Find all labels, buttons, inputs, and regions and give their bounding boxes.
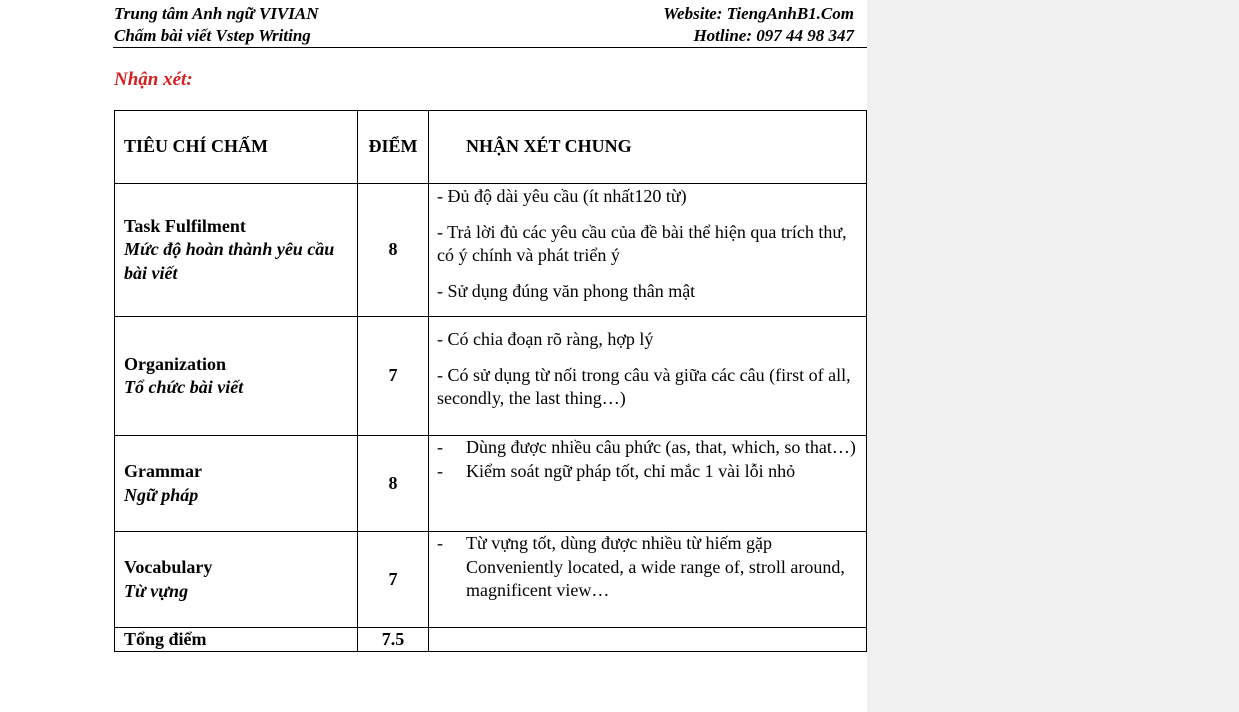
website-text: Website: TiengAnhB1.Com bbox=[663, 4, 854, 23]
remark-title: Nhận xét: bbox=[114, 69, 193, 90]
criterion-cell bbox=[115, 317, 358, 436]
total-score: 7.5 bbox=[358, 628, 429, 652]
table-header-row bbox=[115, 111, 867, 184]
total-label: Tổng điểm bbox=[115, 628, 358, 652]
header-criteria: TIÊU CHÍ CHẤM bbox=[115, 111, 358, 184]
comment-line: - Sử dụng đúng văn phong thân mật bbox=[436, 280, 696, 301]
bullet-text: Dùng được nhiều câu phức (as, that, which, so that…) bbox=[465, 437, 856, 457]
score-cell: 7 bbox=[358, 532, 429, 628]
bullet-item bbox=[437, 532, 856, 603]
document-subtitle: Chấm bài viết Vstep Writing bbox=[114, 26, 311, 45]
table-row bbox=[115, 317, 867, 436]
hotline-text: Hotline: 097 44 98 347 bbox=[693, 26, 854, 45]
score-cell: 8 bbox=[358, 436, 429, 532]
comment-cell bbox=[428, 532, 866, 628]
criterion-name-vi: Tổ chức bài viết bbox=[124, 377, 244, 397]
total-comment-cell bbox=[428, 628, 866, 652]
comment-line: - Có chia đoạn rõ ràng, hợp lý bbox=[436, 329, 654, 349]
bullet-dash: - bbox=[436, 437, 443, 457]
criterion-name: Organization bbox=[124, 353, 226, 374]
score-cell: 7 bbox=[358, 317, 429, 436]
grading-table bbox=[114, 110, 867, 652]
bullet-text: Kiểm soát ngữ pháp tốt, chỉ mắc 1 vài lỗi nhỏ bbox=[465, 460, 796, 481]
comment-line: - Đủ độ dài yêu cầu (ít nhất120 từ) bbox=[436, 186, 687, 206]
criterion-name-vi: Mức độ hoàn thành yêu cầu bài viết bbox=[124, 239, 335, 283]
table-row bbox=[115, 532, 867, 628]
score-cell: 8 bbox=[358, 184, 429, 317]
bullet-dash: - bbox=[436, 460, 443, 481]
comment-cell bbox=[428, 436, 866, 532]
total-row bbox=[115, 628, 867, 652]
criterion-name-vi: Ngữ pháp bbox=[124, 484, 199, 505]
bullet-item bbox=[437, 436, 856, 460]
criterion-name: Task Fulfilment bbox=[124, 215, 246, 236]
criterion-name: Vocabulary bbox=[124, 557, 213, 577]
comment-cell bbox=[428, 184, 866, 317]
criterion-cell bbox=[115, 532, 358, 628]
comment-line: - Trả lời đủ các yêu cầu của đề bài thể hiện qua trích thư, có ý chính và phát triển ý bbox=[436, 221, 847, 265]
comment-cell bbox=[428, 317, 866, 436]
criterion-name-vi: Từ vựng bbox=[124, 580, 189, 601]
comment-line: - Có sử dụng từ nối trong câu và giữa các câu (first of all, secondly, the last thing…) bbox=[436, 364, 851, 408]
header-score: ĐIỂM bbox=[358, 111, 429, 184]
header-divider bbox=[113, 47, 867, 48]
table-row bbox=[115, 436, 867, 532]
center-name: Trung tâm Anh ngữ VIVIAN bbox=[114, 4, 319, 23]
side-panel bbox=[867, 0, 1239, 712]
criterion-name: Grammar bbox=[124, 461, 202, 481]
bullet-text: Từ vựng tốt, dùng được nhiều từ hiếm gặp Conveniently located, a wide range of, stroll around, magnificent view… bbox=[465, 533, 845, 600]
table-row bbox=[115, 184, 867, 317]
criterion-cell bbox=[115, 184, 358, 317]
header-comments: NHẬN XÉT CHUNG bbox=[428, 111, 866, 184]
bullet-dash: - bbox=[436, 533, 443, 553]
criterion-cell bbox=[115, 436, 358, 532]
bullet-item bbox=[437, 460, 856, 484]
